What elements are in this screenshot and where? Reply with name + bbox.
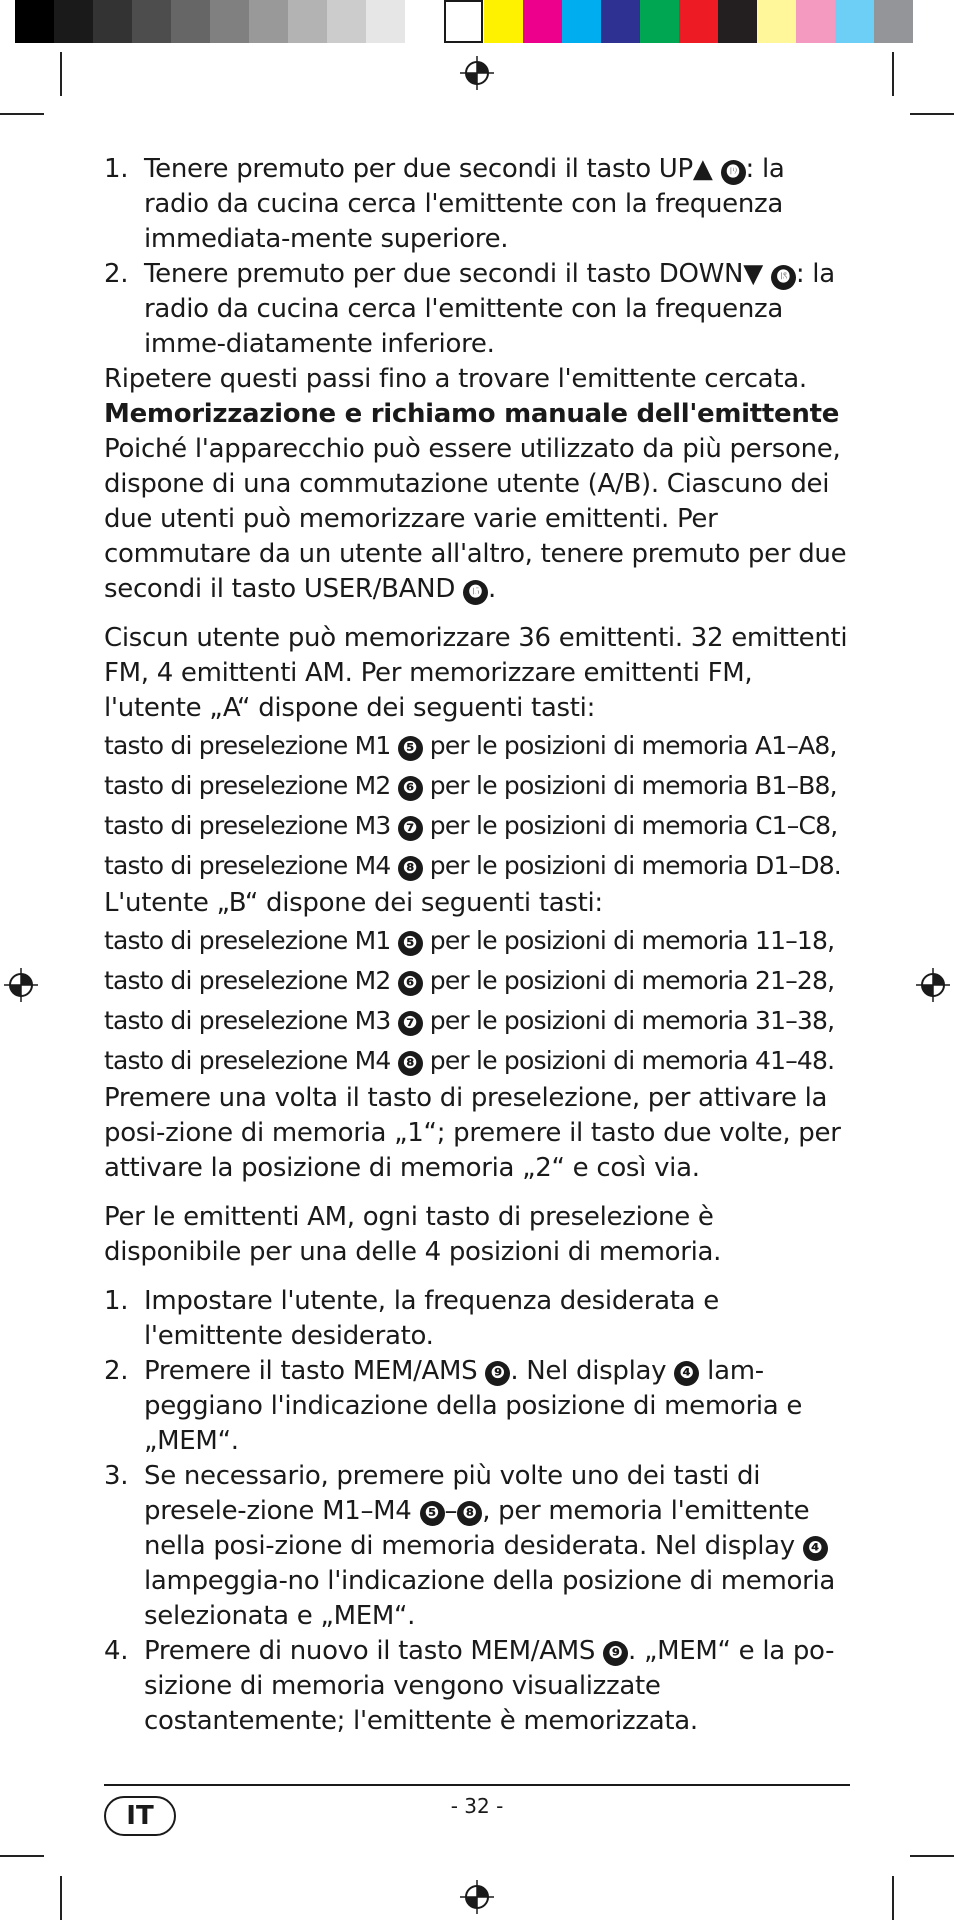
color-swatch [874, 0, 913, 43]
step-number: 1. [104, 154, 129, 184]
color-swatch [835, 0, 874, 43]
registration-mark-icon [460, 56, 494, 90]
footer-divider [104, 1784, 850, 1786]
color-swatch [679, 0, 718, 43]
press-paragraph: Premere una volta il tasto di preselezione, per attivare la posi-zione di memoria „1“; premere il tasto due volte, per attivare la posizione di memoria „2“ e così via. [104, 1083, 841, 1183]
step-text: – [444, 1496, 458, 1526]
step-number: 1. [104, 1286, 129, 1316]
am-paragraph: Per le emittenti AM, ogni tasto di preselezione è disponibile per una delle 4 posizioni di memoria. [104, 1202, 722, 1267]
step-text: , per memoria l'emittente nella posi-zione di memoria desiderata. Nel display [144, 1496, 810, 1561]
callout-8-icon: ❽ [398, 1051, 423, 1076]
step-text: Premere il tasto MEM/AMS [144, 1356, 486, 1386]
list-item: tasto di preselezione M1 ❺ per le posizioni di memoria 11–18, [104, 926, 835, 955]
list-item: tasto di preselezione M2 ❻ per le posizioni di memoria B1–B8, [104, 771, 837, 800]
crop-mark [910, 113, 954, 115]
step-text: lampeggia-no l'indicazione della posizione di memoria selezionata e „MEM“. [144, 1566, 836, 1631]
step-text: Premere di nuovo il tasto MEM/AMS [144, 1636, 604, 1666]
user-b-intro: L'utente „B“ dispone dei seguenti tasti: [104, 888, 603, 918]
intro-paragraph: Poiché l'apparecchio può essere utilizzato da più persone, dispone di una commutazione utente (A/B). Ciascuno dei due utenti può memorizzare varie emittenti. Per commutare da un utente all'altro, tenere premuto per due secondi il tasto USER/BAND ⓯ . [104, 434, 847, 604]
registration-mark-icon [460, 1880, 494, 1914]
color-swatch [601, 0, 640, 43]
step-number: 2. [104, 259, 129, 289]
list-item: tasto di preselezione M4 ❽ per le posizioni di memoria D1–D8. [104, 851, 841, 880]
list-item: tasto di preselezione M2 ❻ per le posizioni di memoria 21–28, [104, 966, 835, 995]
list-item: tasto di preselezione M4 ❽ per le posizioni di memoria 41–48. [104, 1046, 835, 1075]
color-swatch [796, 0, 835, 43]
callout-6-icon: ❻ [398, 971, 423, 996]
color-swatch [249, 0, 288, 43]
color-swatch [54, 0, 93, 43]
color-swatch [15, 0, 54, 43]
section-heading: Memorizzazione e richiamo manuale dell'emittente [104, 399, 840, 429]
language-badge: IT [104, 1796, 176, 1836]
page-content [104, 152, 850, 1739]
store-steps-list [104, 1284, 850, 1739]
list-item [104, 1354, 850, 1459]
list-item [104, 1634, 850, 1739]
color-swatch [288, 0, 327, 43]
step-text: lam-peggiano l'indicazione della posizione di memoria e „MEM“. [144, 1356, 803, 1456]
callout-icon: ❾ [485, 1361, 510, 1386]
color-swatch [171, 0, 210, 43]
callout-7-icon: ❼ [398, 816, 423, 841]
list-item: tasto di preselezione M3 ❼ per le posizioni di memoria C1–C8, [104, 811, 838, 840]
color-swatch [718, 0, 757, 43]
callout-7-icon: ❼ [398, 1011, 423, 1036]
crop-mark [60, 1876, 62, 1920]
callout-18-icon: ⓲ [771, 265, 796, 290]
step-text: : la radio da cucina cerca l'emittente con la frequenza immediata-mente superiore. [144, 154, 785, 254]
user-a-preset-list [104, 726, 850, 886]
registration-mark-icon [916, 968, 950, 1002]
color-swatch [523, 0, 562, 43]
color-swatch [93, 0, 132, 43]
crop-mark [910, 1855, 954, 1857]
user-b-preset-list [104, 921, 850, 1081]
callout-19-icon: ⓳ [721, 160, 746, 185]
list-item [104, 1459, 850, 1634]
callout-icon: ❾ [603, 1641, 628, 1666]
list-item [104, 257, 850, 362]
color-swatch [562, 0, 601, 43]
callout-5-icon: ❺ [398, 736, 423, 761]
list-item [104, 1284, 850, 1354]
step-number: 4. [104, 1636, 129, 1666]
callout-15-icon: ⓯ [463, 580, 488, 605]
step-text: Tenere premuto per due secondi il tasto UP▲ [144, 154, 721, 184]
color-swatch [366, 0, 405, 43]
callout-5-icon: ❺ [398, 931, 423, 956]
step-text: Se necessario, premere più volte uno dei tasti di presele-zione M1–M4 [144, 1461, 761, 1526]
step-text: : la radio da cucina cerca l'emittente con la frequenza imme-diatamente inferiore. [144, 259, 835, 359]
list-item: tasto di preselezione M3 ❼ per le posizioni di memoria 31–38, [104, 1006, 835, 1035]
step-number: 3. [104, 1461, 129, 1491]
callout-icon: ❹ [803, 1536, 828, 1561]
callout-8-icon: ❽ [398, 856, 423, 881]
registration-mark-icon [4, 968, 38, 1002]
color-swatch [444, 0, 483, 43]
crop-mark [0, 113, 44, 115]
callout-icon: ❹ [674, 1361, 699, 1386]
list-item: tasto di preselezione M1 ❺ per le posizioni di memoria A1–A8, [104, 731, 837, 760]
color-swatch [210, 0, 249, 43]
list-item [104, 152, 850, 257]
crop-mark [892, 1876, 894, 1920]
step-text: Tenere premuto per due secondi il tasto DOWN▼ [144, 259, 771, 289]
repeat-paragraph: Ripetere questi passi fino a trovare l'emittente cercata. [104, 364, 807, 394]
callout-icon: ❺ [420, 1501, 445, 1526]
color-swatch [640, 0, 679, 43]
seek-steps-list [104, 152, 850, 362]
step-text: . Nel display [510, 1356, 675, 1386]
crop-mark [0, 1855, 44, 1857]
page-number: - 32 - [450, 1794, 504, 1818]
color-swatch [327, 0, 366, 43]
color-swatch [132, 0, 171, 43]
color-swatch [484, 0, 523, 43]
step-number: 2. [104, 1356, 129, 1386]
crop-mark [892, 52, 894, 96]
color-swatch [405, 0, 444, 43]
step-text: Impostare l'utente, la frequenza desiderata e l'emittente desiderato. [144, 1286, 719, 1351]
crop-mark [60, 52, 62, 96]
callout-icon: ❽ [457, 1501, 482, 1526]
color-swatch [757, 0, 796, 43]
step-text: . „MEM“ e la po-sizione di memoria vengono visualizzate costantemente; l'emittente è memorizzata. [144, 1636, 835, 1736]
capacity-paragraph: Ciscun utente può memorizzare 36 emittenti. 32 emittenti FM, 4 emittenti AM. Per memorizzare emittenti FM, l'utente „A“ dispone dei seguenti tasti: [104, 623, 848, 723]
callout-6-icon: ❻ [398, 776, 423, 801]
